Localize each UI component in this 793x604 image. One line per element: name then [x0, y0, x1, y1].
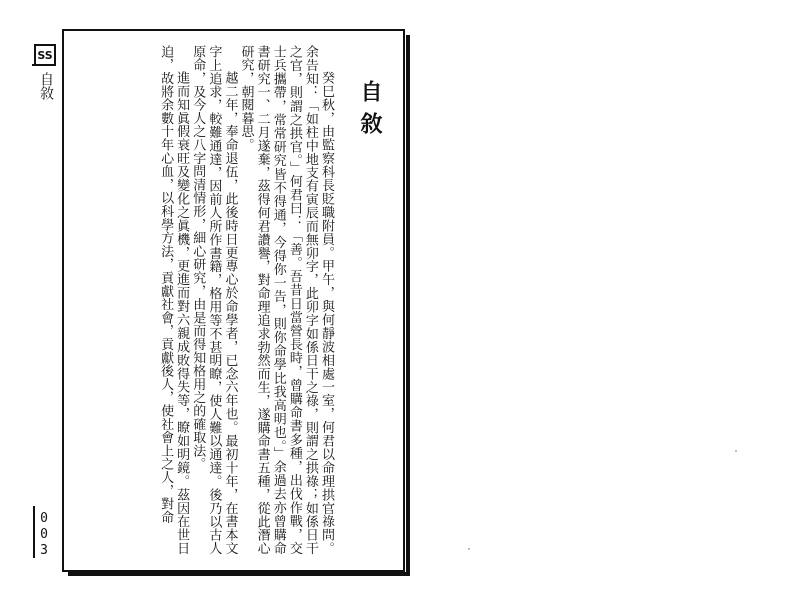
- scan-speck: [468, 548, 470, 550]
- page-number-digit: 0: [40, 527, 48, 542]
- page-heading: 自敘: [357, 80, 383, 144]
- scan-speck: [735, 450, 737, 452]
- page-number: [37, 511, 51, 559]
- page-number-digit: 0: [40, 511, 48, 526]
- body-text: [72, 45, 334, 555]
- frame-shadow-right: [406, 35, 410, 576]
- paragraph: 越二年，奉命退伍，此後時日更專心於命學者，已念六年也。最初十年，在書本文字上追求，較難通達，因前人所作書籍，格用等不甚明瞭，使人難以通達。後乃以古人原命，及今人之八字問清情形，細心研究，由是而得知格用之的確取法。: [190, 45, 238, 555]
- publisher-logo: [34, 44, 56, 66]
- paragraph: 進而知眞假衰旺及變化之眞機，更進而對六親成敗得失等，瞭如明鏡。茲因在世日迫，故將余數十年心血，以科學方法，貢獻社會，貢獻後人，使社會上之人，對命: [158, 45, 190, 555]
- page-number-digit: 3: [40, 543, 48, 558]
- running-section-title: 自敘: [38, 72, 54, 100]
- margin-rule: [32, 64, 56, 66]
- page-number-rule: [33, 506, 35, 558]
- publisher-logo-text: SS: [37, 48, 53, 62]
- frame-shadow-bottom: [68, 572, 410, 576]
- paragraph: 癸巳秋，由監察科長貶職附員。甲午，與何靜波相處一室，何君以命理拱官祿問。余告知：「如柱中地支有寅辰而無卯字，此卯字如係日干之祿，則謂之拱祿；如係日干之官，則謂之拱官。」何君曰：「善。吾昔日當營長時，曾購命書多種，出伐作戰，交士兵攜帶，常常研究皆不得通，今得你一告，則你命學比我高明也。」余過去亦曾購命書研究一、二月遂棄，茲得何君讚譽，對命理追求勃然而生，遂購命書五種，從此潛心研究，朝閱暮思。: [238, 45, 334, 555]
